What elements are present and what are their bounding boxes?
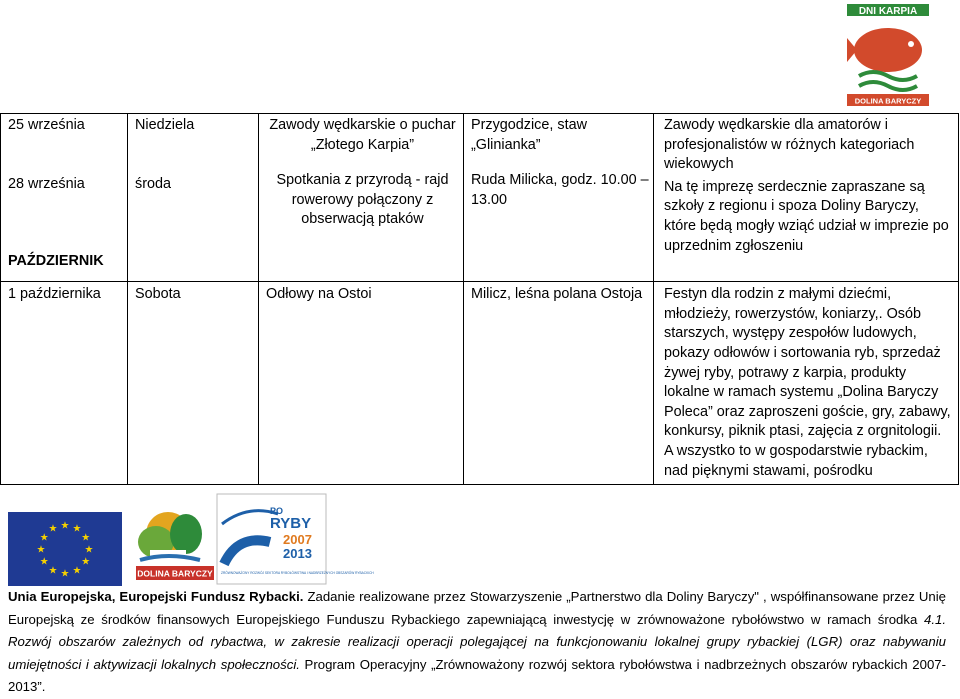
- place-ruda: Ruda Milicka, godz. 10.00 – 13.00: [471, 172, 649, 208]
- day-niedziela: Niedziela: [135, 117, 195, 133]
- date-28: 28 września: [8, 175, 85, 192]
- eu-star-icon: ★: [72, 565, 82, 577]
- footer-text: [8, 586, 946, 699]
- eu-star-icon: ★: [48, 523, 58, 535]
- eu-star-icon: ★: [72, 523, 82, 535]
- eu-star-icon: ★: [48, 565, 58, 577]
- day-cell: [128, 114, 259, 282]
- eu-star-icon: ★: [60, 520, 70, 532]
- event-spotkania: Spotkania z przyrodą - rajd rowerowy połączony z obserwacją ptaków: [276, 172, 449, 228]
- dolina-baryczy-logo: [136, 512, 214, 580]
- place-cell-oct: Milicz, leśna polana Ostoja: [464, 282, 654, 485]
- footer-part1: Zadanie realizowane przez Stowarzyszenie „Partnerstwo dla Doliny Baryczy" , współfinansowane przez Unię Europejską ze środków finansowych Europejskiego Funduszu Rybackiego zapewniającą inwestycję w zrównoważone rybołówstwo w ramach środka: [8, 589, 946, 627]
- footer-bold: Unia Europejska, Europejski Fundusz Rybacki.: [8, 589, 304, 604]
- date-cell-oct: 1 października: [1, 282, 128, 485]
- event-cell-oct: Odłowy na Ostoi: [259, 282, 464, 485]
- event-zawody: Zawody wędkarskie o puchar „Złotego Karpia”: [269, 117, 456, 153]
- place-cell: [464, 114, 654, 282]
- sponsor-logos: [8, 494, 374, 584]
- date-25: 25 września: [8, 117, 85, 133]
- desc-cell-oct: Festyn dla rodzin z małymi dziećmi, młodzieży, rowerzystów, koniarzy,. Osób starszych, występy zespołów ludowych, pokazy odłowów i sortowania ryb, sprzedaż żywej ryby, potrawy z karpia, produkty lokalne w ramach systemu „Dolina Baryczy Poleca” oraz zaproszeni goście, gry, zabawy, konkursy, piknik ptasi, zajęcia z orgnitologii. A wszystko to w gospodarstwie rybackim, nad pięknymi stawami, pośrodku: [654, 282, 959, 485]
- desc-cell: [654, 114, 959, 282]
- event-cell: [259, 114, 464, 282]
- dni-karpia-logo: [845, 2, 931, 108]
- poryby-po: PO: [270, 506, 284, 516]
- poryby-2013: 2013: [283, 546, 312, 561]
- poryby-small: ZRÓWNOWAŻONY ROZWÓJ SEKTORA RYBOŁÓWSTWA I NADBRZEŻNYCH OBSZARÓW RYBACKICH: [221, 571, 374, 575]
- logo-top-title: DNI KARPIA: [858, 6, 918, 17]
- poryby-2007: 2007: [283, 532, 312, 547]
- day-sroda: środa: [135, 175, 171, 192]
- eu-star-icon: ★: [60, 568, 70, 580]
- eu-star-icon: ★: [81, 532, 91, 544]
- desc-szkoly: Na tę imprezę serdecznie zapraszane są szkoły z regionu i spoza Doliny Baryczy, które będą mogły wziąć udział w imprezie po uprzednim zgłoszeniu: [664, 178, 949, 254]
- day-cell-oct: Sobota: [128, 282, 259, 485]
- footer-italic: 4.1. Rozwój obszarów zależnych od rybactwa, w zakresie realizacji operacji polegającej na funkcjonowaniu lokalnej grupy rybackiej (LGR) oraz nabywaniu umiejętności i aktywizacji lokalnych społeczności.: [8, 611, 946, 672]
- place-przygodzice: Przygodzice, staw „Glinianka”: [471, 117, 587, 153]
- eu-star-icon: ★: [84, 544, 94, 556]
- date-cell: [1, 114, 128, 282]
- logo-top-subtitle: DOLINA BARYCZY: [854, 96, 922, 106]
- eu-star-icon: ★: [39, 556, 49, 568]
- month-label: PAŹDZIERNIK: [8, 253, 104, 270]
- po-ryby-logo: [217, 494, 374, 584]
- desc-zawody: Zawody wędkarskie dla amatorów i profesjonalistów w różnych kategoriach wiekowych: [664, 117, 915, 173]
- eu-star-icon: ★: [81, 556, 91, 568]
- footer-part2: Program Operacyjny „Zrównoważony rozwój sektora rybołówstwa i nadbrzeżnych obszarów rybackich 2007-2013”.: [8, 656, 947, 694]
- dolina-logo-text: DOLINA BARYCZY: [137, 568, 213, 579]
- eu-flag-icon: [8, 512, 122, 586]
- table-row-october: [1, 282, 959, 485]
- events-table: [0, 113, 959, 485]
- eu-star-icon: ★: [39, 532, 49, 544]
- table-row-september: [1, 114, 959, 282]
- poryby-ryby: RYBY: [270, 515, 312, 532]
- eu-star-icon: ★: [36, 544, 46, 556]
